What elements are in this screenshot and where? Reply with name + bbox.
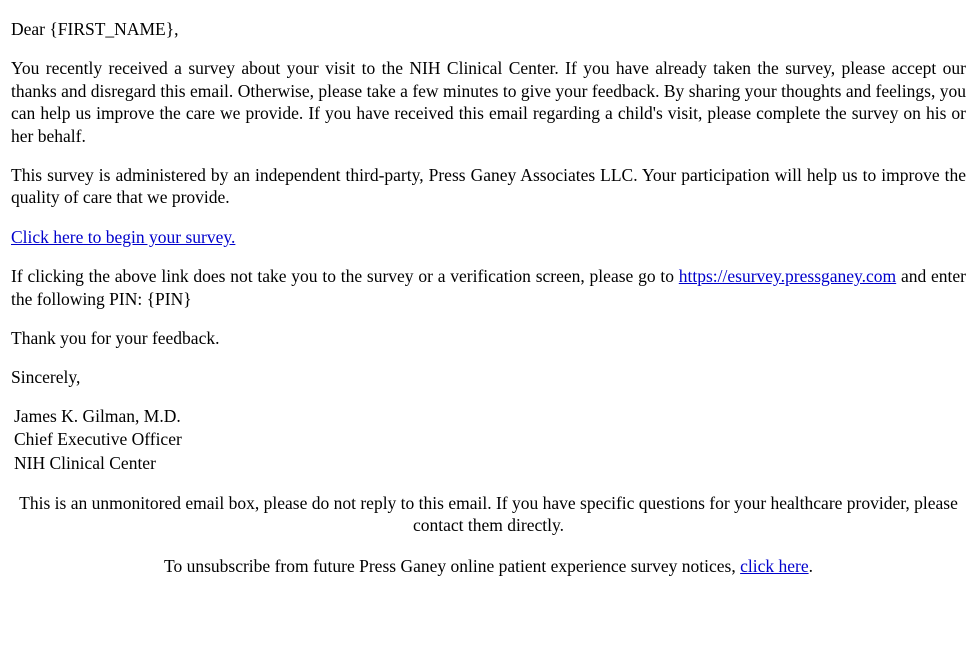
paragraph-third-party: This survey is administered by an independent third-party, Press Ganey Associates LLC. Your participation will help us to improve the quality of care that we provide. — [11, 164, 966, 208]
unmonitored-mailbox-notice: This is an unmonitored email box, please do not reply to this email. If you have specific questions for your healthcare provider, please contact them directly. — [19, 493, 958, 536]
signature-organization: NIH Clinical Center — [14, 452, 156, 473]
unsubscribe-link[interactable]: click here — [740, 555, 809, 576]
closing-line: Sincerely, — [11, 367, 81, 388]
survey-link-paragraph — [11, 226, 966, 248]
signature-block — [11, 405, 966, 475]
thank-you-line: Thank you for your feedback. — [11, 327, 220, 348]
begin-survey-link[interactable]: Click here to begin your survey. — [11, 226, 236, 247]
signature-title: Chief Executive Officer — [14, 429, 182, 450]
esurvey-url-link[interactable]: https://esurvey.pressganey.com — [678, 266, 897, 287]
greeting: Dear {FIRST_NAME}, — [11, 19, 179, 39]
signature-name: James K. Gilman, M.D. — [14, 405, 181, 426]
unsubscribe-suffix-text: . — [808, 555, 813, 576]
unsubscribe-prefix-text: To unsubscribe from future Press Ganey online patient experience survey notices, — [164, 555, 741, 576]
fallback-prefix-text: If clicking the above link does not take you to the survey or a verification screen, please go to — [11, 266, 679, 287]
fallback-suffix-text: and enter the following PIN: {PIN} — [11, 266, 966, 309]
unsubscribe-line — [11, 555, 966, 577]
fallback-paragraph — [11, 265, 966, 310]
paragraph-intro: You recently received a survey about your visit to the NIH Clinical Center. If you have already taken the survey, please accept our thanks and disregard this email. Otherwise, please take a few minutes to give your feedback. By sharing your thoughts and feelings, you can help us improve the care we provide. If you have received this email regarding a child's visit, please complete the survey on his or her behalf. — [11, 58, 966, 146]
